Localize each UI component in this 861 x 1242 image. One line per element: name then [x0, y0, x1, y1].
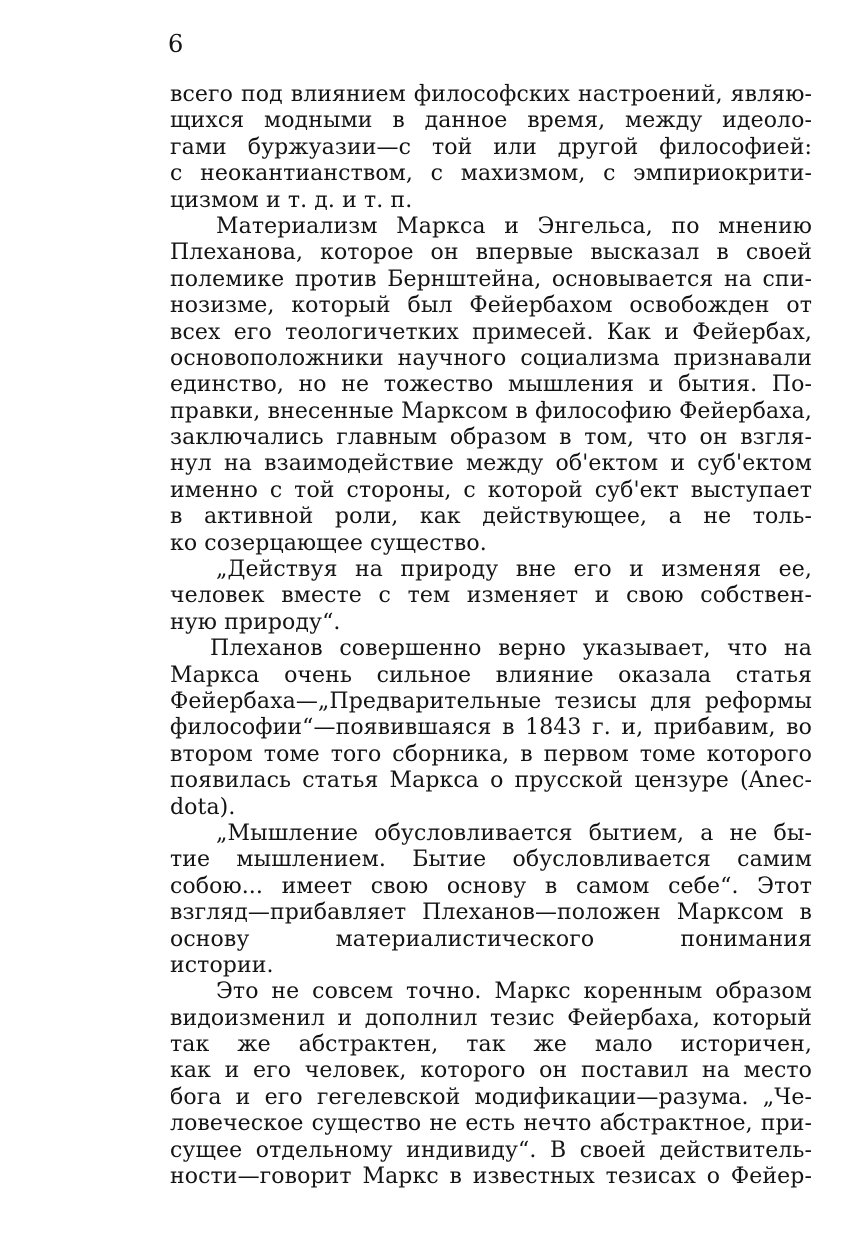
text-line: ности—говорит Маркс в известных тезисах о Фейер- [170, 1164, 812, 1190]
text-line: человек вместе с тем изменяет и свою собствен- [170, 583, 812, 609]
text-line: Это не совсем точно. Маркс коренным образом [216, 979, 812, 1005]
text-line: Фейербаха—„Предварительные тезисы для реформы [170, 688, 812, 714]
text-line: собою... имеет свою основу в самом себе“. Этот [170, 873, 812, 899]
text-line: появилась статья Маркса о прусской цензуре (Anec- [170, 768, 812, 794]
text-line: бога и его гегелевской модификации—разума. „Че- [170, 1084, 812, 1110]
text-line: Материализм Маркса и Энгельса, по мнению [216, 213, 812, 239]
text-line: взгляд—прибавляет Плеханов—положен Марксом в [170, 900, 812, 926]
text-line: ко созерцающее существо. [170, 530, 487, 556]
text-line: втором томе того сборника, в первом томе которого [170, 741, 812, 767]
text-line: dota). [170, 794, 236, 820]
text-line: основоположники научного социализма признавали [170, 345, 812, 371]
text-line: гами буржуазии—с той или другой философией: [170, 134, 812, 160]
text-line: с неокантианством, с махизмом, с эмпириокрити- [170, 161, 812, 187]
text-line: именно с той стороны, с которой суб'ект выступает [170, 477, 812, 503]
text-line: Плеханов совершенно верно указывает, что на [210, 636, 812, 662]
text-line: так же абстрактен, так же мало историчен, [170, 1032, 812, 1058]
text-line: всего под влиянием философских настроений, являю- [170, 82, 812, 107]
text-line: единство, но не тожество мышления и бытия. По- [170, 372, 812, 398]
text-line: нозизме, который был Фейербахом освобожден от [170, 293, 812, 319]
text-line: заключались главным образом в том, что он взгля- [170, 425, 812, 451]
text-line: видоизменил и дополнил тезис Фейербаха, который [170, 1005, 812, 1031]
text-line: сущее отдельному индивиду“. В своей действитель- [170, 1137, 812, 1163]
text-line: Плеханова, которое он впервые высказал в своей [170, 240, 812, 266]
text-line: правки, внесенные Марксом в философию Фейербаха, [170, 398, 812, 424]
text-line: „Мышление обусловливается бытием, а не бы- [216, 820, 812, 846]
text-line: ную природу“. [170, 609, 341, 635]
text-line: истории. [170, 952, 274, 978]
text-line: Маркса очень сильное влияние оказала статья [170, 662, 812, 688]
page-number: 6 [168, 30, 184, 58]
text-line: ловеческое существо не есть нечто абстрактное, при- [170, 1111, 812, 1137]
text-line: философии“—появившаяся в 1843 г. и, прибавим, во [170, 715, 812, 741]
text-line: как и его человек, которого он поставил на место [170, 1058, 812, 1084]
text-line: в активной роли, как действующее, а не толь- [170, 504, 812, 530]
text-line: полемике против Бернштейна, основывается на спи- [170, 266, 812, 292]
text-line: „Действуя на природу вне его и изменяя ее, [216, 557, 812, 583]
text-line: нул на взаимодействие между об'ектом и суб'ектом [170, 451, 812, 477]
text-line: цизмом и т. д. и т. п. [170, 187, 413, 213]
text-line: основу материалистического понимания [170, 926, 812, 952]
body-text [170, 82, 812, 1190]
text-line: щихся модными в данное время, между идеоло- [170, 108, 812, 134]
text-line: всех его теологичетких примесей. Как и Фейербах, [170, 319, 812, 345]
text-line: тие мышлением. Бытие обусловливается самим [170, 847, 812, 873]
